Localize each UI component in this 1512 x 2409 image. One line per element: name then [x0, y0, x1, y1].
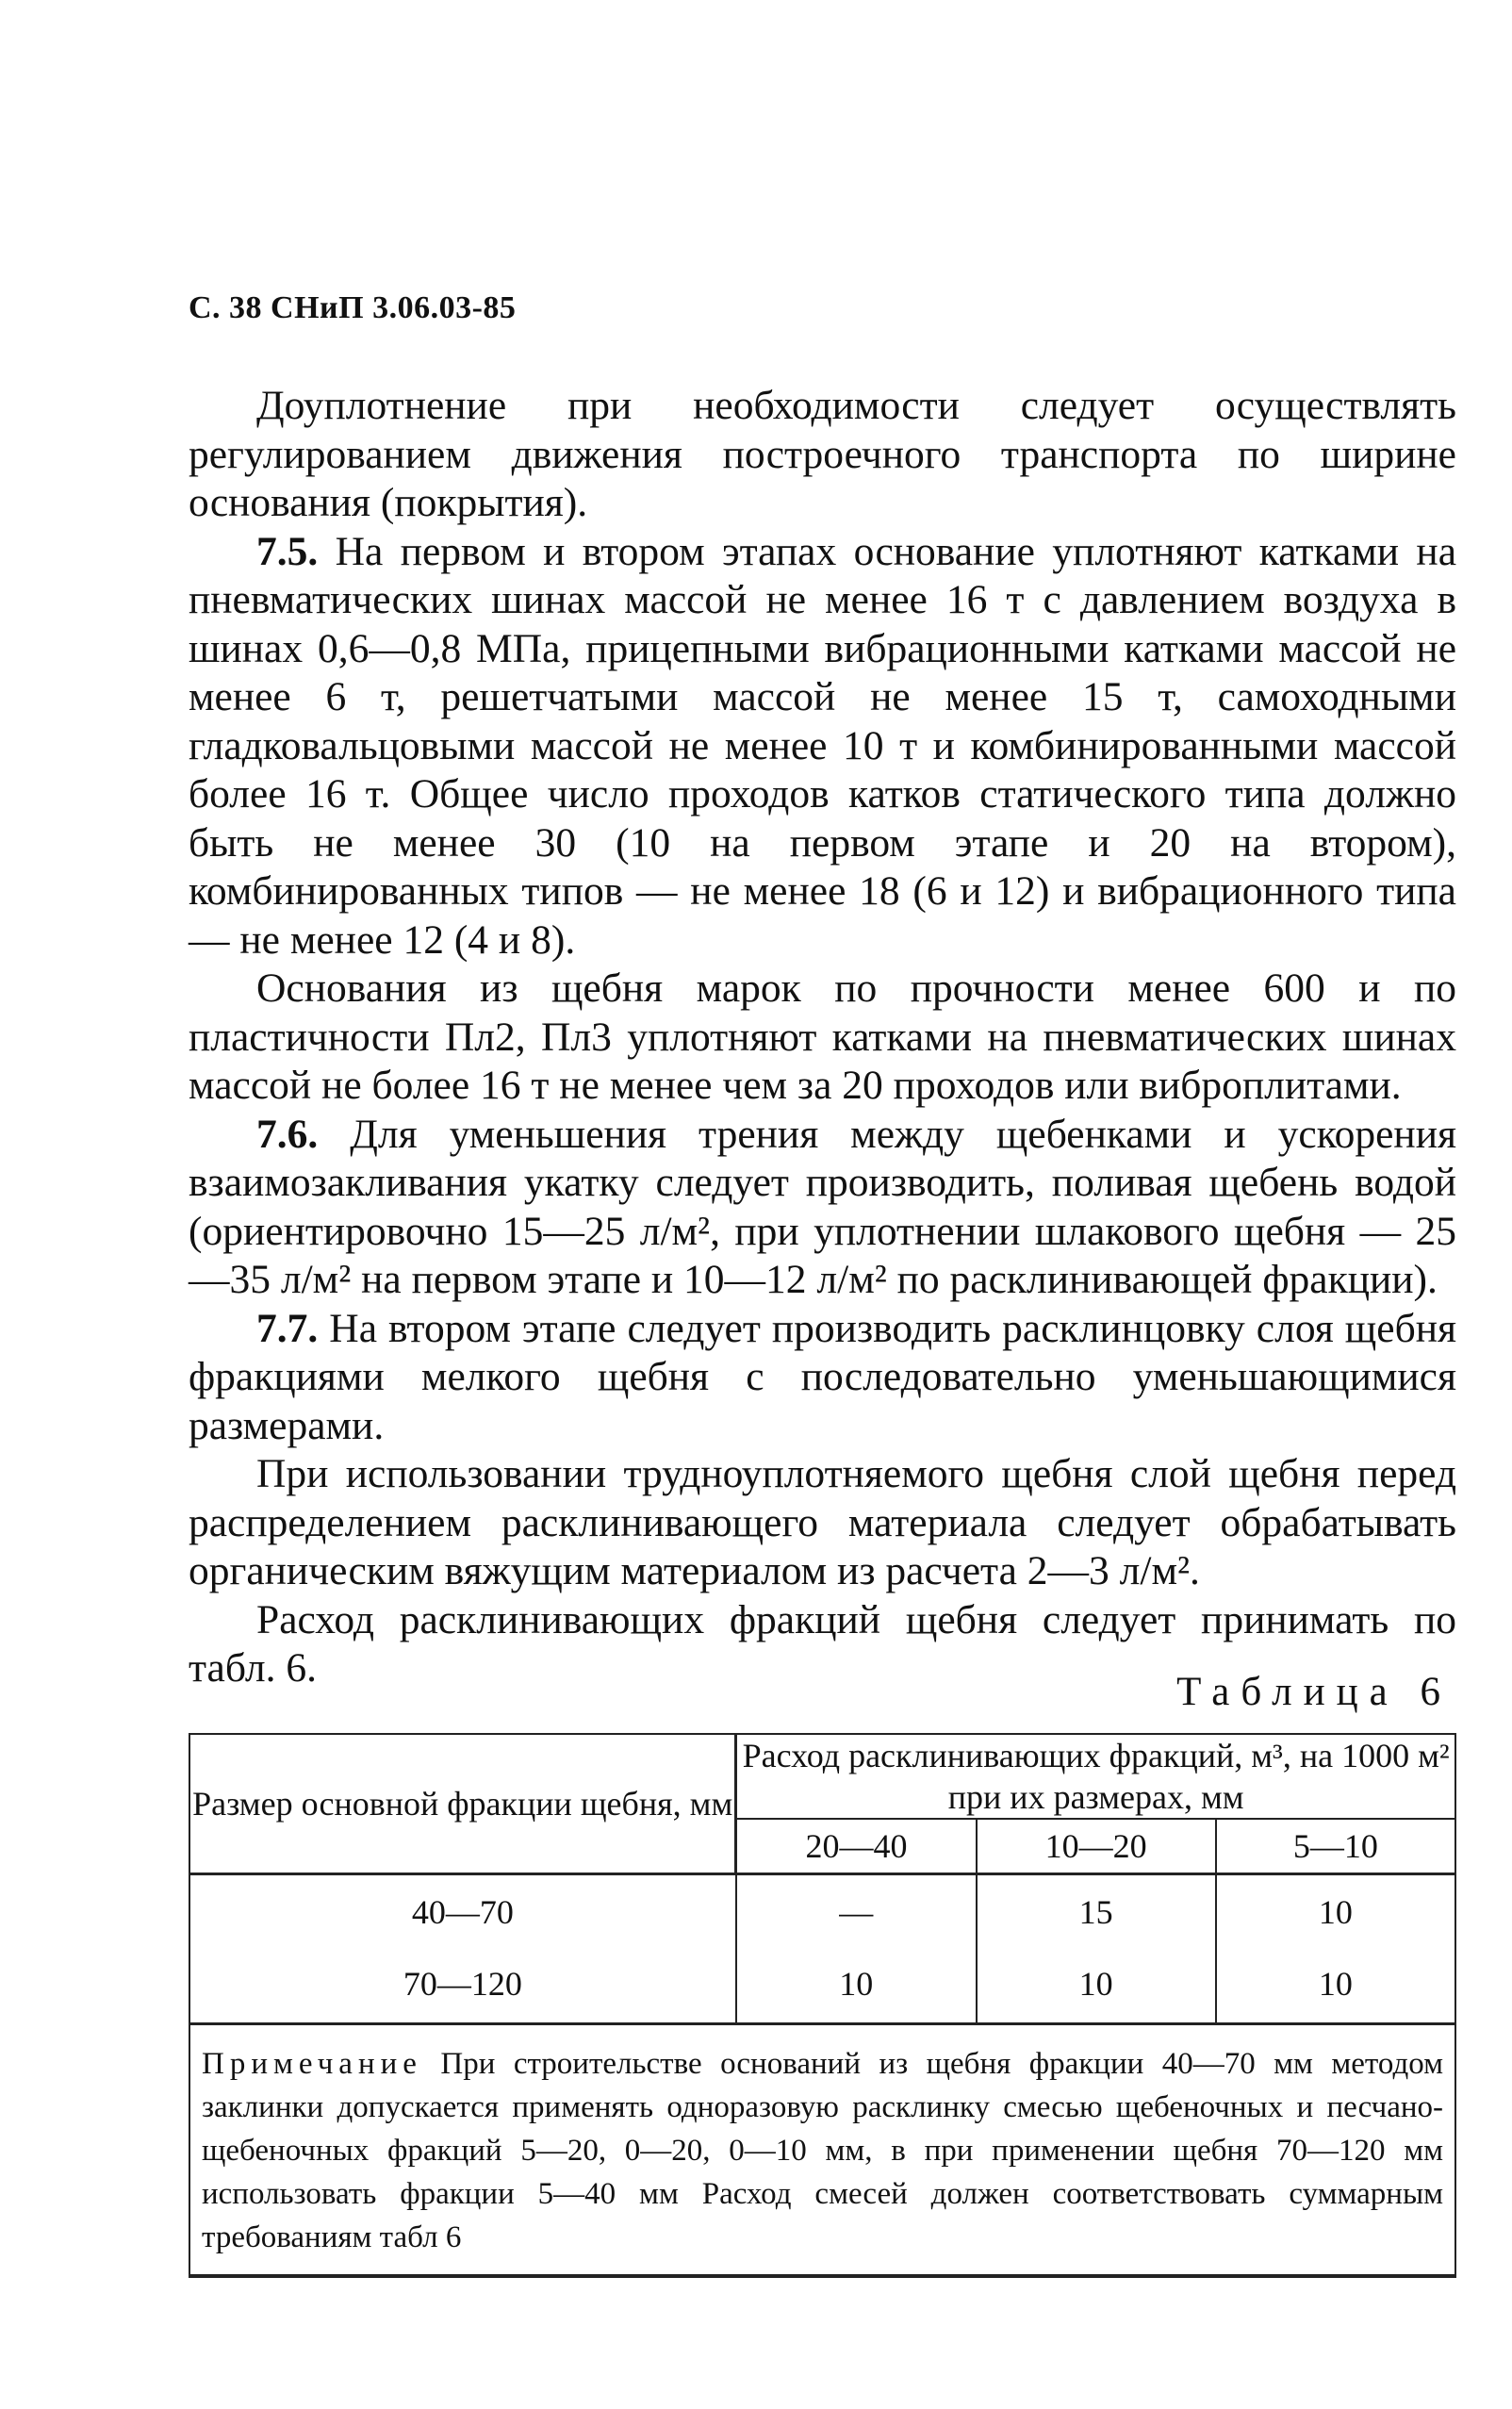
paragraph: Расход расклинивающих фракций щебня следует принимать по табл. 6.: [189, 1596, 1456, 1691]
table-cell: 10: [1216, 1945, 1455, 2024]
clause-number: 7.6.: [256, 1111, 319, 1157]
clause-number: 7.5.: [256, 528, 319, 574]
table-cell: 15: [977, 1874, 1216, 1946]
corner-header: Размер основной фракции щебня, мм: [189, 1734, 736, 1874]
group-header: Расход расклинивающих фракций, м³, на 1000 м² при их размерах, мм: [736, 1734, 1455, 1819]
table-cell: 10: [977, 1945, 1216, 2024]
sub-header: 20—40: [736, 1819, 977, 1874]
note-title: Примечание: [202, 2047, 422, 2081]
paragraph: Основания из щебня марок по прочности менее 600 и по пластичности Пл2, Пл3 уплотняют катками на пневматических шинах массой не более 16 т не менее чем за 20 проходов или виброплитами.: [189, 965, 1456, 1108]
table-cell: 40—70: [189, 1874, 736, 1946]
note-text: При строительстве оснований из щебня фракции 40—70 мм методом заклинки допускается применять одноразовую расклинку смесью щебеночных и песчано-щебеночных фракций 5—20, 0—20, 0—10 мм, в при применении щебня 70—120 мм использовать фракции 5—40 мм Расход смесей должен соответствовать суммарным требованиям табл 6: [202, 2047, 1444, 2254]
paragraph: Доуплотнение при необходимости следует осуществлять регулированием движения построечного транспорта по ширине основания (покрытия).: [189, 383, 1456, 525]
table-note: [189, 2024, 1455, 2277]
fractions-table: [189, 1733, 1456, 2278]
table-cell: —: [736, 1874, 977, 1946]
body-text: [189, 382, 1456, 1693]
paragraph-7-7: 7.7. На втором этапе следует производить расклинцовку слоя щебня фракциями мелкого щебня с последовательно уменьшающимися размерами.: [189, 1305, 1457, 1448]
paragraph-7-6: 7.6. Для уменьшения трения между щебенками и ускорения взаимозакливания укатку следует производить, поливая щебень водой (ориентировочно 15—25 л/м², при уплотнении шлакового щебня — 25—35 л/м² на первом этапе и 10—12 л/м² по расклинивающей фракции).: [189, 1111, 1457, 1302]
table-cell: 70—120: [189, 1945, 736, 2024]
page-header: С. 38 СНиП 3.06.03-85: [189, 290, 517, 325]
table-caption: Таблица 6: [1176, 1670, 1452, 1714]
paragraph-7-5: 7.5. На первом и втором этапах основание уплотняют катками на пневматических шинах массой не менее 16 т с давлением воздуха в шинах 0,6—0,8 МПа, прицепными вибрационными катками массой не менее 6 т, решетчатыми массой не менее 15 т, самоходными гладковальцовыми массой не менее 10 т и комбинированными массой более 16 т. Общее число проходов катков статического типа должно быть не менее 30 (10 на первом этапе и 20 на втором), комбинированных типов — не менее 18 (6 и 12) и вибрационного типа — не менее 12 (4 и 8).: [189, 528, 1457, 963]
sub-header: 10—20: [977, 1819, 1216, 1874]
table-cell: 10: [736, 1945, 977, 2024]
sub-header: 5—10: [1216, 1819, 1455, 1874]
table-row: [189, 1874, 1455, 1946]
clause-number: 7.7.: [256, 1305, 319, 1351]
paragraph: При использовании трудноуплотняемого щебня слой щебня перед распределением расклинивающего материала следует обрабатывать органическим вяжущим материалом из расчета 2—3 л/м².: [189, 1451, 1456, 1593]
table-row: [189, 1945, 1455, 2024]
table-cell: 10: [1216, 1874, 1455, 1946]
